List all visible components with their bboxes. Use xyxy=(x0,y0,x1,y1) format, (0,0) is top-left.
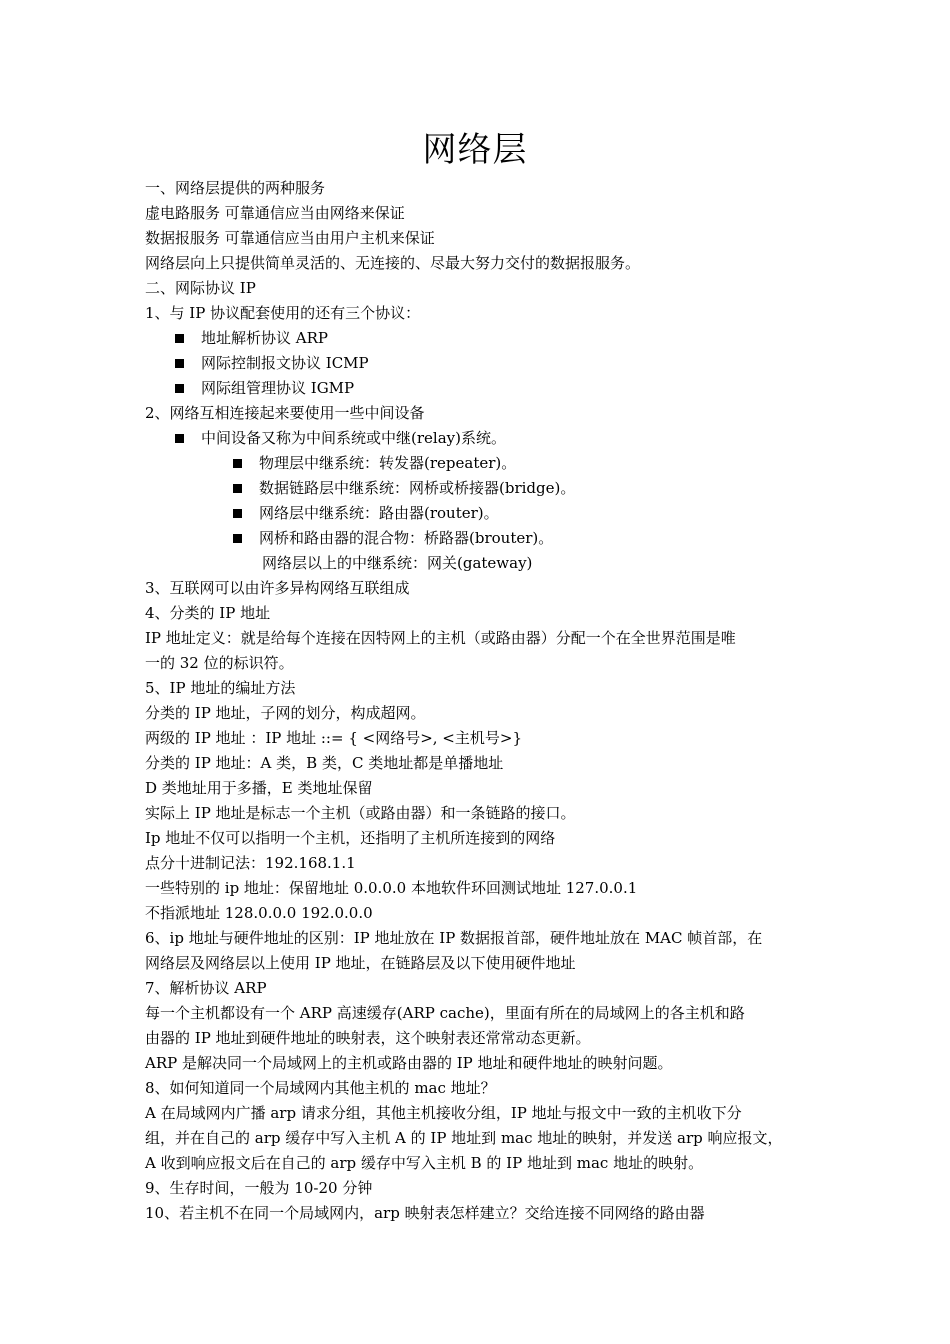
square-bullet-icon xyxy=(233,534,242,543)
numbered-item: 3、互联网可以由许多异构网络互联组成 xyxy=(145,579,410,597)
numbered-item: 9、生存时间，一般为 10-20 分钟 xyxy=(145,1179,373,1197)
square-bullet-icon xyxy=(233,484,242,493)
bullet-item xyxy=(145,376,825,401)
numbered-item: 5、IP 地址的编址方法 xyxy=(145,679,296,697)
paragraph-line: 组，并在自己的 arp 缓存中写入主机 A 的 IP 地址到 mac 地址的映射，并发送 arp 响应报文， xyxy=(145,1129,783,1147)
paragraph-line: 两级的 IP 地址 ：IP 地址 ::= { <网络号>, <主机号>} xyxy=(145,729,522,747)
sub-bullet-item xyxy=(145,476,825,501)
section-heading: 二、网际协议 IP xyxy=(145,279,256,297)
paragraph-line: 网络层及网络层以上使用 IP 地址，在链路层及以下使用硬件地址 xyxy=(145,954,576,972)
bullet-text: 网际组管理协议 IGMP xyxy=(201,379,355,397)
numbered-item: 1、与 IP 协议配套使用的还有三个协议： xyxy=(145,304,421,322)
paragraph-line: 一些特别的 ip 地址：保留地址 0.0.0.0 本地软件环回测试地址 127.0.0.1 xyxy=(145,879,638,897)
bullet-text: 网际控制报文协议 ICMP xyxy=(201,354,369,372)
document-body xyxy=(145,176,825,1226)
sub-bullet-item xyxy=(145,501,825,526)
square-bullet-icon xyxy=(175,334,184,343)
paragraph-line: 一的 32 位的标识符。 xyxy=(145,654,294,672)
numbered-item: 4、分类的 IP 地址 xyxy=(145,604,271,622)
paragraph-line: A 收到响应报文后在自己的 arp 缓存中写入主机 B 的 IP 地址到 mac 地址的映射。 xyxy=(145,1154,704,1172)
bullet-text: 数据链路层中继系统：网桥或桥接器(bridge)。 xyxy=(259,479,576,497)
paragraph-line: 不指派地址 128.0.0.0 192.0.0.0 xyxy=(145,904,373,922)
bullet-text: 网桥和路由器的混合物：桥路器(brouter)。 xyxy=(259,529,554,547)
paragraph-line: D 类地址用于多播，E 类地址保留 xyxy=(145,779,373,797)
bullet-item xyxy=(145,426,825,451)
paragraph-line: 实际上 IP 地址是标志一个主机（或路由器）和一条链路的接口。 xyxy=(145,804,576,822)
sub-item-continuation: 网络层以上的中继系统：网关(gateway) xyxy=(262,554,533,572)
bullet-item xyxy=(145,351,825,376)
numbered-item: 8、如何知道同一个局域网内其他主机的 mac 地址？ xyxy=(145,1079,496,1097)
paragraph-line: 虚电路服务 可靠通信应当由网络来保证 xyxy=(145,204,405,222)
square-bullet-icon xyxy=(175,434,184,443)
paragraph-line: 由器的 IP 地址到硬件地址的映射表，这个映射表还常常动态更新。 xyxy=(145,1029,591,1047)
numbered-item: 10、若主机不在同一个局域网内，arp 映射表怎样建立？交给连接不同网络的路由器 xyxy=(145,1204,705,1222)
numbered-item: 2、网络互相连接起来要使用一些中间设备 xyxy=(145,404,425,422)
bullet-text: 地址解析协议 ARP xyxy=(201,329,328,347)
paragraph-line: 点分十进制记法：192.168.1.1 xyxy=(145,854,356,872)
bullet-text: 中间设备又称为中间系统或中继(relay)系统。 xyxy=(201,429,506,447)
paragraph-line: ARP 是解决同一个局域网上的主机或路由器的 IP 地址和硬件地址的映射问题。 xyxy=(145,1054,673,1072)
paragraph-line: 分类的 IP 地址，子网的划分，构成超网。 xyxy=(145,704,426,722)
paragraph-line: 分类的 IP 地址：A 类，B 类，C 类地址都是单播地址 xyxy=(145,754,504,772)
paragraph-line: 数据报服务 可靠通信应当由用户主机来保证 xyxy=(145,229,435,247)
page-title: 网络层 xyxy=(422,130,528,170)
square-bullet-icon xyxy=(233,509,242,518)
paragraph-line: Ip 地址不仅可以指明一个主机，还指明了主机所连接到的网络 xyxy=(145,829,556,847)
numbered-item: 7、解析协议 ARP xyxy=(145,979,267,997)
sub-bullet-item xyxy=(145,451,825,476)
paragraph-line: A 在局域网内广播 arp 请求分组，其他主机接收分组，IP 地址与报文中一致的主机收下分 xyxy=(145,1104,742,1122)
paragraph-line: IP 地址定义：就是给每个连接在因特网上的主机（或路由器）分配一个在全世界范围是唯 xyxy=(145,629,736,647)
square-bullet-icon xyxy=(175,384,184,393)
bullet-text: 物理层中继系统：转发器(repeater)。 xyxy=(259,454,517,472)
paragraph-line: 网络层向上只提供简单灵活的、无连接的、尽最大努力交付的数据报服务。 xyxy=(145,254,641,272)
bullet-text: 网络层中继系统：路由器(router)。 xyxy=(259,504,499,522)
sub-bullet-item xyxy=(145,526,825,551)
square-bullet-icon xyxy=(175,359,184,368)
section-heading: 一、网络层提供的两种服务 xyxy=(145,179,326,197)
paragraph-line: 每一个主机都设有一个 ARP 高速缓存(ARP cache)，里面有所在的局域网上的各主机和路 xyxy=(145,1004,745,1022)
bullet-item xyxy=(145,326,825,351)
numbered-item: 6、ip 地址与硬件地址的区别：IP 地址放在 IP 数据报首部，硬件地址放在 MAC 帧首部，在 xyxy=(145,929,763,947)
square-bullet-icon xyxy=(233,459,242,468)
